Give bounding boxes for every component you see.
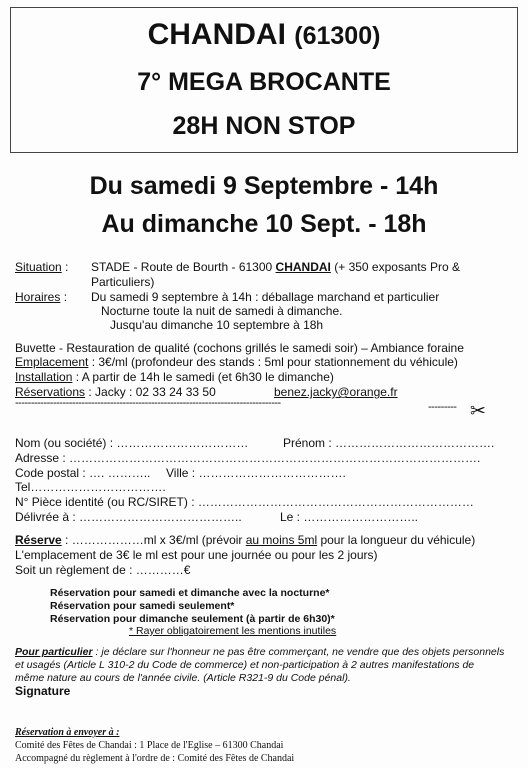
particulier-text-1: : je déclare sur l'honneur ne pas être commerçant, ne vendre que des objets personnels <box>92 646 505 658</box>
installation-line <box>15 370 334 384</box>
horaires-row: Horaires : <box>15 290 68 304</box>
situation-row: Situation : <box>15 260 69 274</box>
emplacement-line <box>15 355 458 369</box>
cut-line: ------------------------------------------------------------------------------------ <box>15 397 281 409</box>
reglement-field[interactable]: Soit un règlement de : …………€ <box>15 563 191 577</box>
nonstop-line: 28H NON STOP <box>172 112 356 140</box>
tel-field[interactable]: Tel……………………………. <box>15 480 166 494</box>
reserve-note: L'emplacement de 3€ le ml est pour une journée ou pour les 2 jours) <box>15 548 378 562</box>
particulier-line-1 <box>15 646 504 658</box>
situation-exposants: (+ 350 exposants Pro & <box>330 260 460 274</box>
town-name: CHANDAI <box>147 18 286 51</box>
cut-line-right: --------- <box>428 401 457 413</box>
horaires-line-3: Jusqu'au dimanche 10 septembre à 18h <box>110 318 324 332</box>
situation-text <box>91 260 460 274</box>
particulier-line-3: même nature au cours de l'année civile. (Article R321-9 du Code pénal). <box>15 672 351 684</box>
scissors-icon: ✂ <box>470 401 486 422</box>
installation-label: Installation <box>15 370 73 384</box>
situation-town: CHANDAI <box>275 260 331 274</box>
piece-identite-field[interactable]: N° Pièce identité (ou RC/SIRET) : …………………………………………………………… <box>15 495 474 509</box>
buvette-line: Buvette - Restauration de qualité (cochons grillés le samedi soir) – Ambiance foraine <box>15 341 464 355</box>
delivree-field[interactable]: Délivrée à : ………………………………….. <box>15 510 242 524</box>
le-field[interactable]: Le : ……………………….. <box>280 510 419 524</box>
installation-text: : A partir de 14h le samedi (et 6h30 le dimanche) <box>72 370 334 384</box>
reserve-vehicle: pour la longueur du véhicule) <box>317 533 476 547</box>
envoyer-label: Réservation à envoyer à : <box>15 727 120 738</box>
reservations-phone: : Jacky : 02 33 24 33 50 <box>85 385 216 399</box>
option-dimanche[interactable]: Réservation pour dimanche seulement (à partir de 6h30)* <box>50 613 335 625</box>
adresse-field[interactable]: Adresse : …………………………………………………………………………………………. <box>15 451 481 465</box>
postcode: (61300) <box>294 22 381 50</box>
code-postal-field[interactable]: Code postal : …. ……….. <box>15 466 151 480</box>
particulier-line-2: et usagés (Article L 310-2 du Code de commerce) et non-participation à 2 autres manifestations de <box>15 659 475 671</box>
prenom-field[interactable]: Prénom : …………………………………. <box>283 436 495 450</box>
horaires-label: Horaires <box>15 290 61 304</box>
date-start: Du samedi 9 Septembre - 14h <box>89 172 439 200</box>
particulier-label: Pour particulier <box>15 646 93 658</box>
nom-field[interactable]: Nom (ou société) : …………………………… <box>15 436 249 450</box>
reserve-line[interactable] <box>15 533 475 547</box>
horaires-line-1: Du samedi 9 septembre à 14h : déballage marchand et particulier <box>91 290 440 304</box>
situation-label: Situation <box>15 260 62 274</box>
reservations-label: Réservations <box>15 385 86 399</box>
reserve-minimum: au moins 5ml <box>245 533 318 547</box>
situation-particuliers: Particuliers) <box>91 275 155 289</box>
horaires-line-2: Nocturne toute la nuit de samedi à dimanche. <box>101 304 343 318</box>
contact-email[interactable]: benez.jacky@orange.fr <box>274 385 398 399</box>
date-end: Au dimanche 10 Sept. - 18h <box>101 210 427 238</box>
rayer-note: * Rayer obligatoirement les mentions inutiles <box>129 625 337 637</box>
reserve-label: Réserve <box>15 533 62 547</box>
ville-field[interactable]: Ville : ………………………………. <box>166 466 346 480</box>
signature-label: Signature <box>15 684 71 698</box>
option-samedi[interactable]: Réservation pour samedi seulement* <box>50 600 235 612</box>
event-name: 7° MEGA BROCANTE <box>137 68 391 96</box>
option-weekend[interactable]: Réservation pour samedi et dimanche avec la nocturne* <box>50 587 330 599</box>
situation-address: STADE - Route de Bourth - 61300 <box>91 260 276 274</box>
reserve-text: : ………………ml x 3€/ml (prévoir <box>61 533 246 547</box>
emplacement-text: : 3€/ml (profondeur des stands : 5ml pour stationnement du véhicule) <box>88 355 458 369</box>
emplacement-label: Emplacement <box>15 355 89 369</box>
title-line <box>10 18 518 52</box>
ordre-line: Accompagné du règlement à l'ordre de : Comité des Fêtes de Chandai <box>15 753 295 764</box>
comite-address: Comité des Fêtes de Chandai : 1 Place de l'Eglise – 61300 Chandai <box>15 740 284 751</box>
